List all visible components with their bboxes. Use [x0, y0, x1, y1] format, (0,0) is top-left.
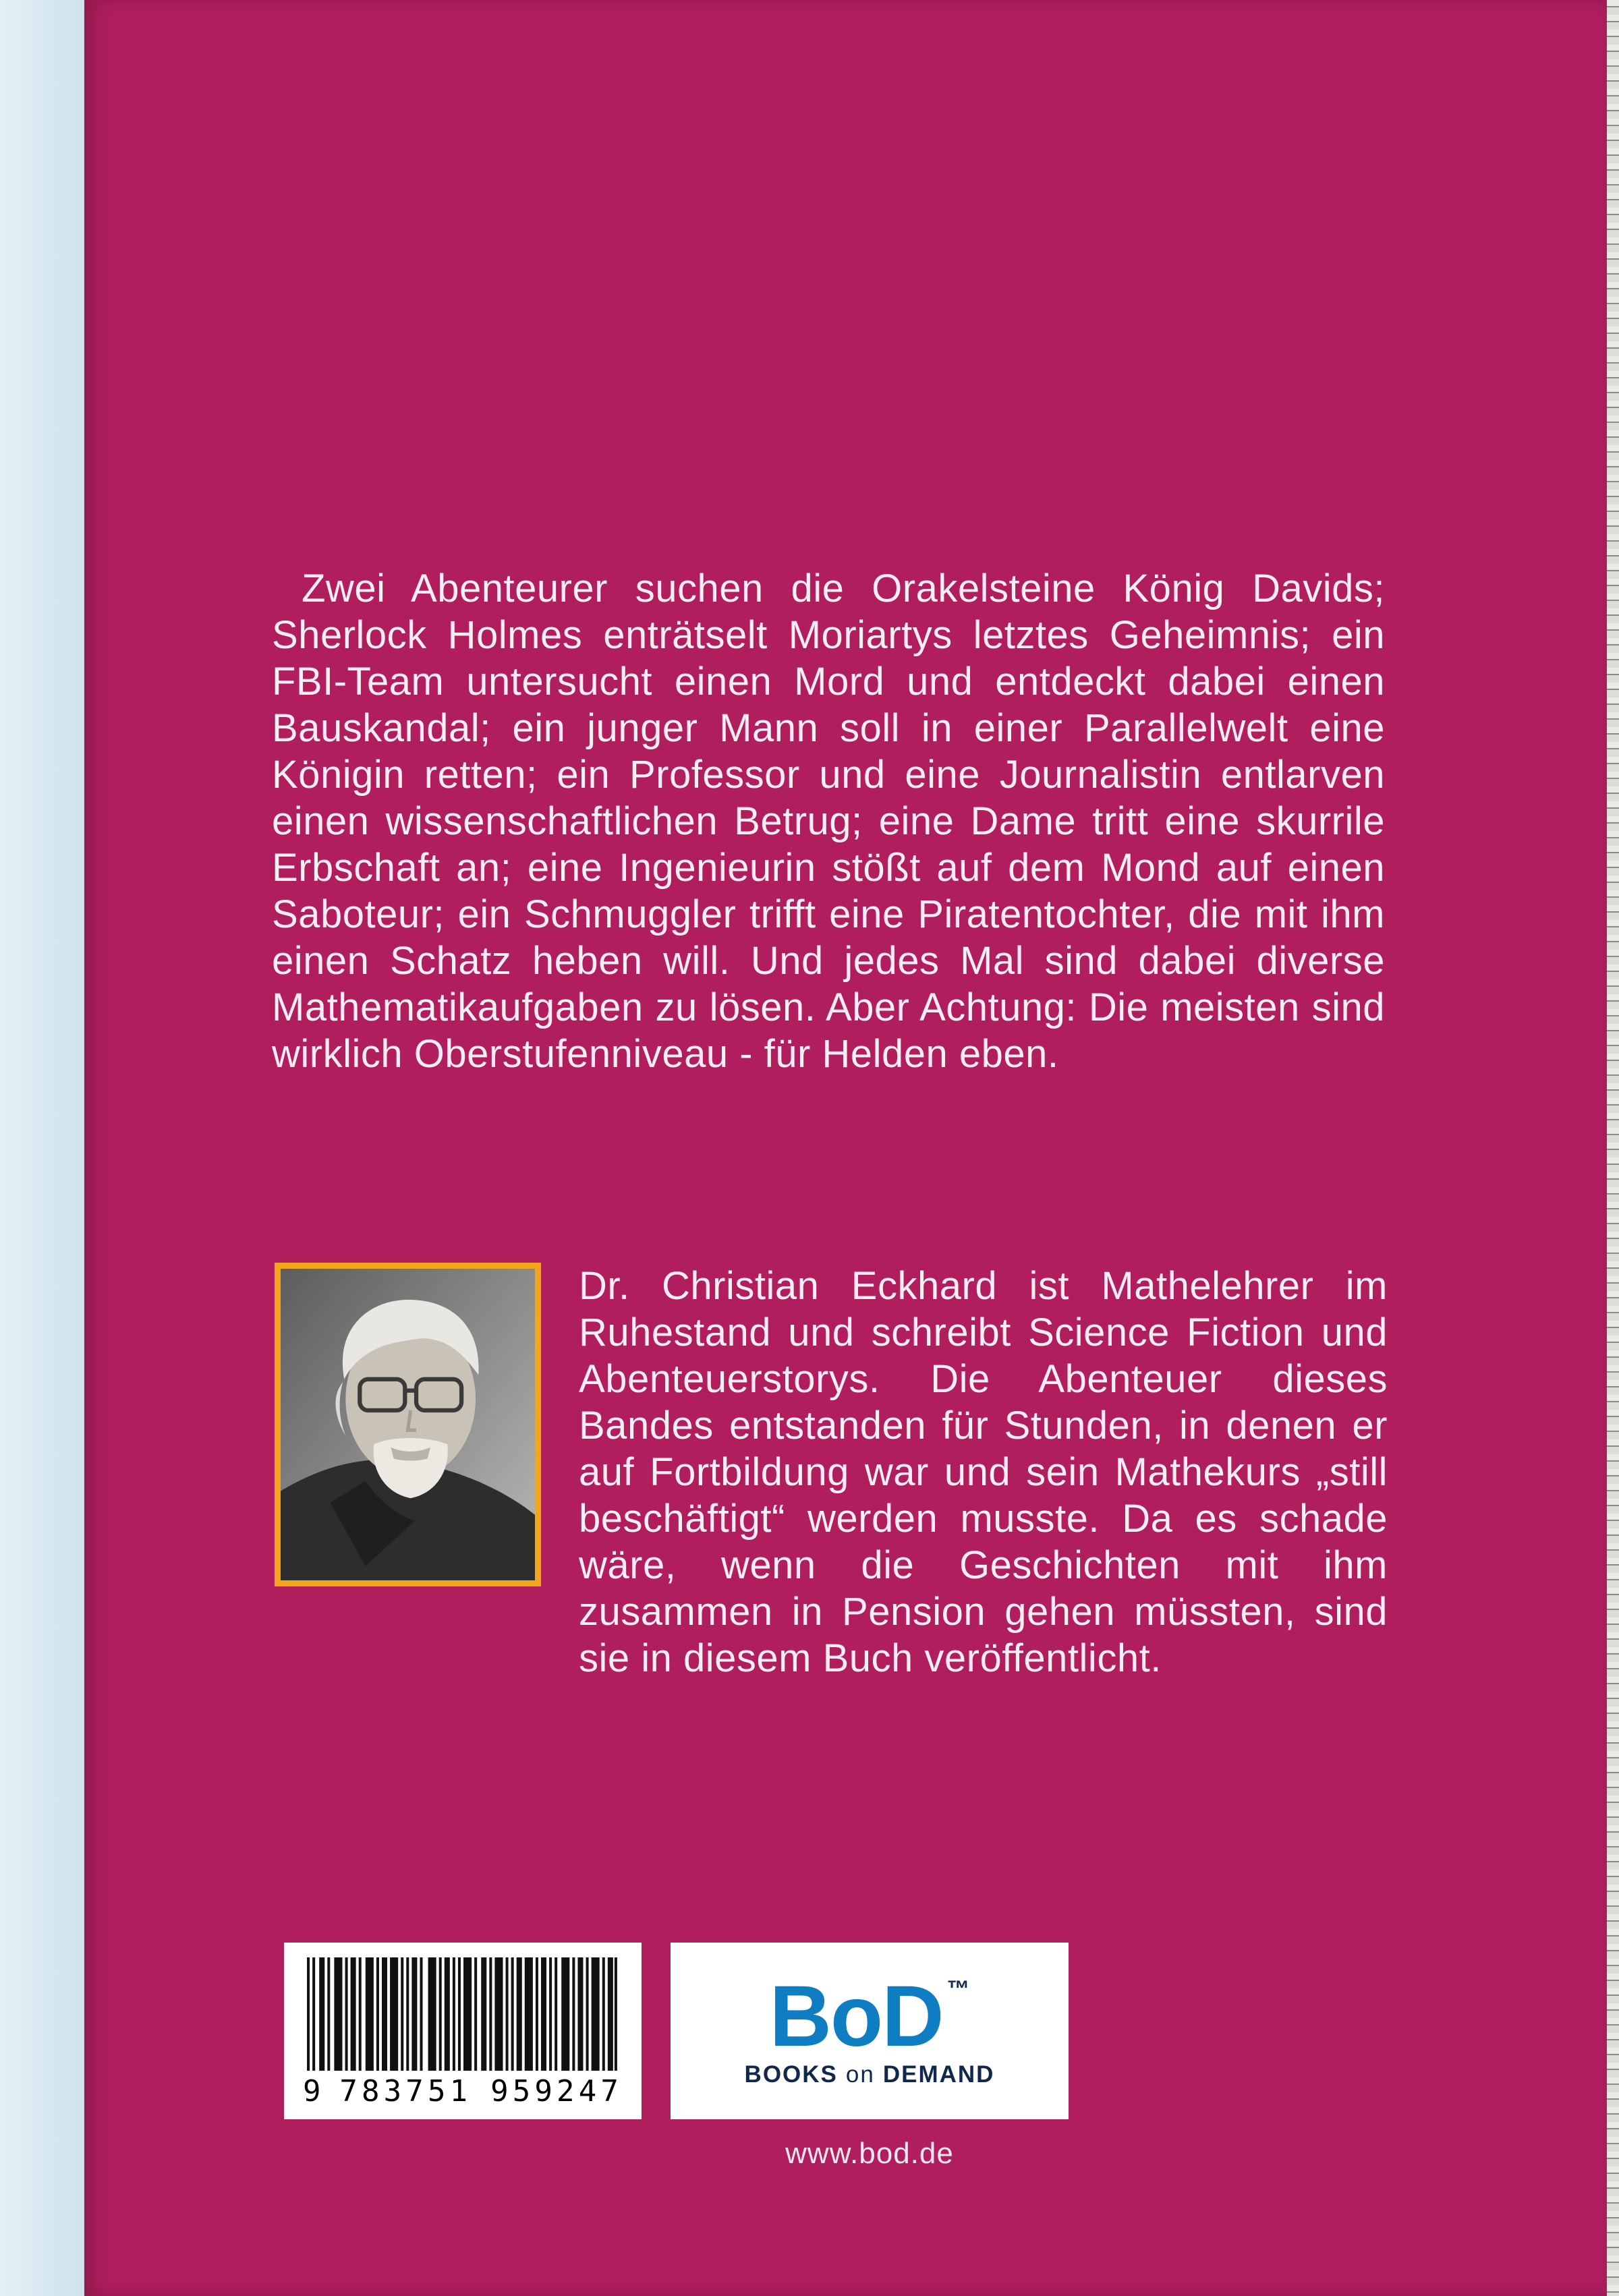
publisher-logo [769, 1968, 970, 2065]
publisher-tagline [745, 2061, 995, 2088]
bottom-row [284, 1943, 1069, 2119]
blurb-text: Zwei Abenteurer suchen die Orakelsteine König Davids; Sherlock Holmes enträtselt Moriartys letztes Geheimnis; ein FBI-Team untersucht einen Mord und entdeckt dabei einen Bauskandal; ein junger Mann soll in einer Parallelwelt eine Königin retten; ein Professor und eine Journalistin entlarven einen wissenschaftlichen Betrug; eine Dame tritt eine skurrile Erbschaft an; eine Ingenieurin stößt auf dem Mond auf einen Saboteur; ein Schmuggler trifft eine Piratentochter, die mit ihm einen Schatz heben will. Und jedes Mal sind dabei diverse Mathematikaufgaben zu lösen. Aber Achtung: Die meisten sind wirklich Oberstufenniveau - für Helden eben. [272, 567, 1385, 1076]
book-page-edges [1607, 0, 1619, 2296]
barcode-left-group: 783751 [339, 2074, 472, 2108]
background-strip-left [0, 0, 84, 2296]
barcode-bars-icon [303, 1957, 623, 2071]
barcode [284, 1943, 642, 2119]
trademark-symbol: ™ [946, 1976, 970, 2002]
barcode-number [303, 2075, 623, 2108]
back-cover [84, 0, 1607, 2296]
tagline-books: BOOKS [744, 2061, 838, 2088]
barcode-right-group: 959247 [490, 2074, 623, 2108]
author-bio-text: Dr. Christian Eckhard ist Mathelehrer im Ruhestand und schreibt Science Fiction und Abenteuerstorys. Die Abenteuer dieses Bandes entstanden für Stunden, in denen er auf Fortbildung war und sein Mathekurs „still beschäftigt“ werden musste. Da es schade wäre, wenn die Geschichten mit ihm zusammen in Pension gehen müssten, sind sie in diesem Buch veröffentlicht. [579, 1264, 1388, 1680]
publisher-name: BoD [769, 1968, 943, 2065]
author-portrait-illustration [281, 1269, 535, 1580]
publisher-website: www.bod.de [785, 2137, 954, 2170]
barcode-lead-digit: 9 [303, 2074, 321, 2108]
tagline-on: on [845, 2061, 875, 2088]
publisher-logo-box [671, 1943, 1069, 2119]
author-section [275, 1263, 1388, 1682]
tagline-demand: DEMAND [882, 2061, 995, 2088]
author-photo [275, 1263, 541, 1586]
